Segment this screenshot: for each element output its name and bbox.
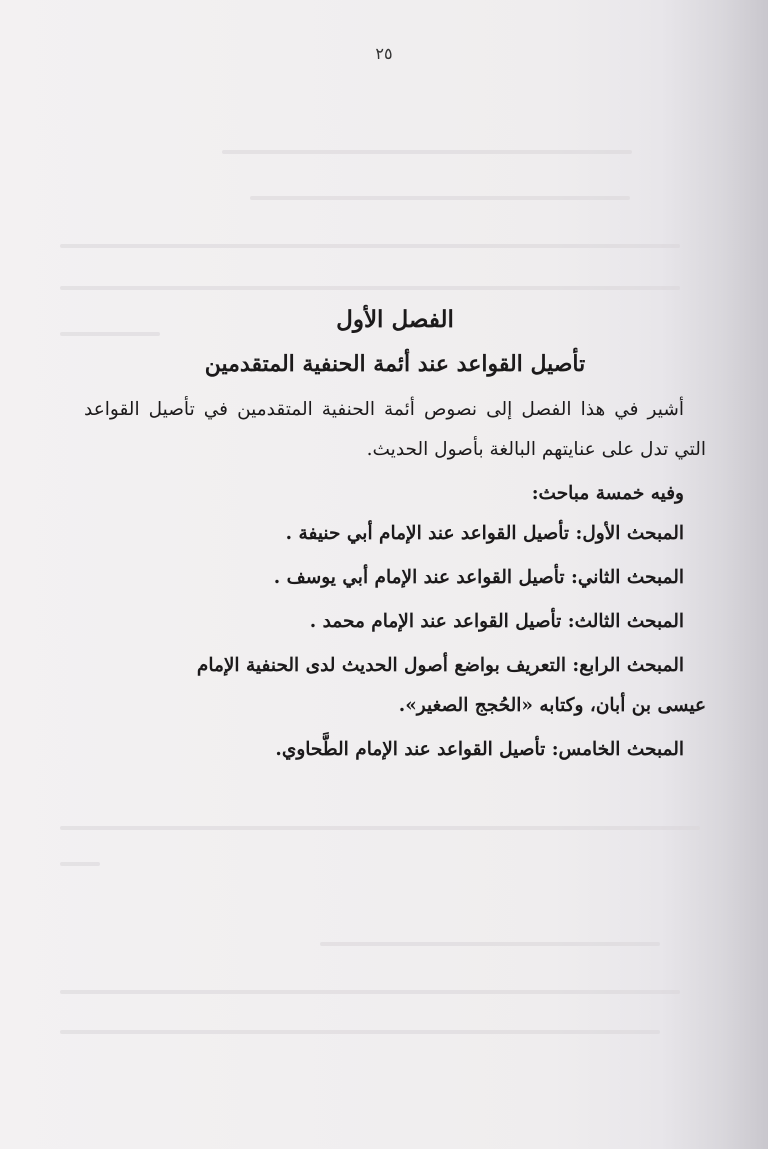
chapter-title: الفصل الأول [336,306,454,333]
sections-heading: وفيه خمسة مباحث: [531,483,684,504]
page-content [84,300,706,774]
section-text: تأصيل القواعد عند الإمام محمد . [309,611,562,632]
section-list [84,514,706,770]
section-separator: : [564,567,578,588]
section-separator: : [565,655,580,676]
section-text-continuation: عيسى بن أبان، وكتابه «الحُجج الصغير». [398,695,706,716]
section-text: تأصيل القواعد عند الإمام أبي حنيفة . [285,523,570,544]
section-label: المبحث الثالث [574,611,684,632]
section-text: تأصيل القواعد عند الإمام الطَّحاوي. [275,739,546,760]
page-number: ٢٥ [375,44,393,63]
bleed-through-line [60,826,700,830]
section-text: التعريف بواضع أصول الحديث لدى الحنفية الإمام [196,655,566,676]
bleed-through-line [320,942,660,946]
section-item [84,514,706,554]
section-item [84,558,706,598]
section-separator: : [561,611,575,632]
section-label: المبحث الخامس [558,739,684,760]
section-separator: : [545,739,559,760]
section-label: المبحث الرابع [579,655,684,676]
bleed-through-line [60,862,100,866]
bleed-through-line [222,150,632,154]
section-separator: : [569,523,583,544]
bleed-through-line [60,286,680,290]
bleed-through-line [60,244,680,248]
chapter-subtitle: تأصيل القواعد عند أئمة الحنفية المتقدمين [204,351,586,377]
intro-paragraph: أشير في هذا الفصل إلى نصوص أئمة الحنفية المتقدمين في تأصيل القواعد التي تدل على عنايتهم البالغة بأصول الحديث. [84,399,706,460]
section-item [84,730,706,770]
bleed-through-line [60,990,680,994]
section-item [84,646,706,726]
section-text: تأصيل القواعد عند الإمام أبي يوسف . [273,567,565,588]
section-item [84,602,706,642]
section-label: المبحث الثاني [577,567,684,588]
section-label: المبحث الأول [582,523,684,544]
bleed-through-line [250,196,630,200]
bleed-through-line [60,1030,660,1034]
